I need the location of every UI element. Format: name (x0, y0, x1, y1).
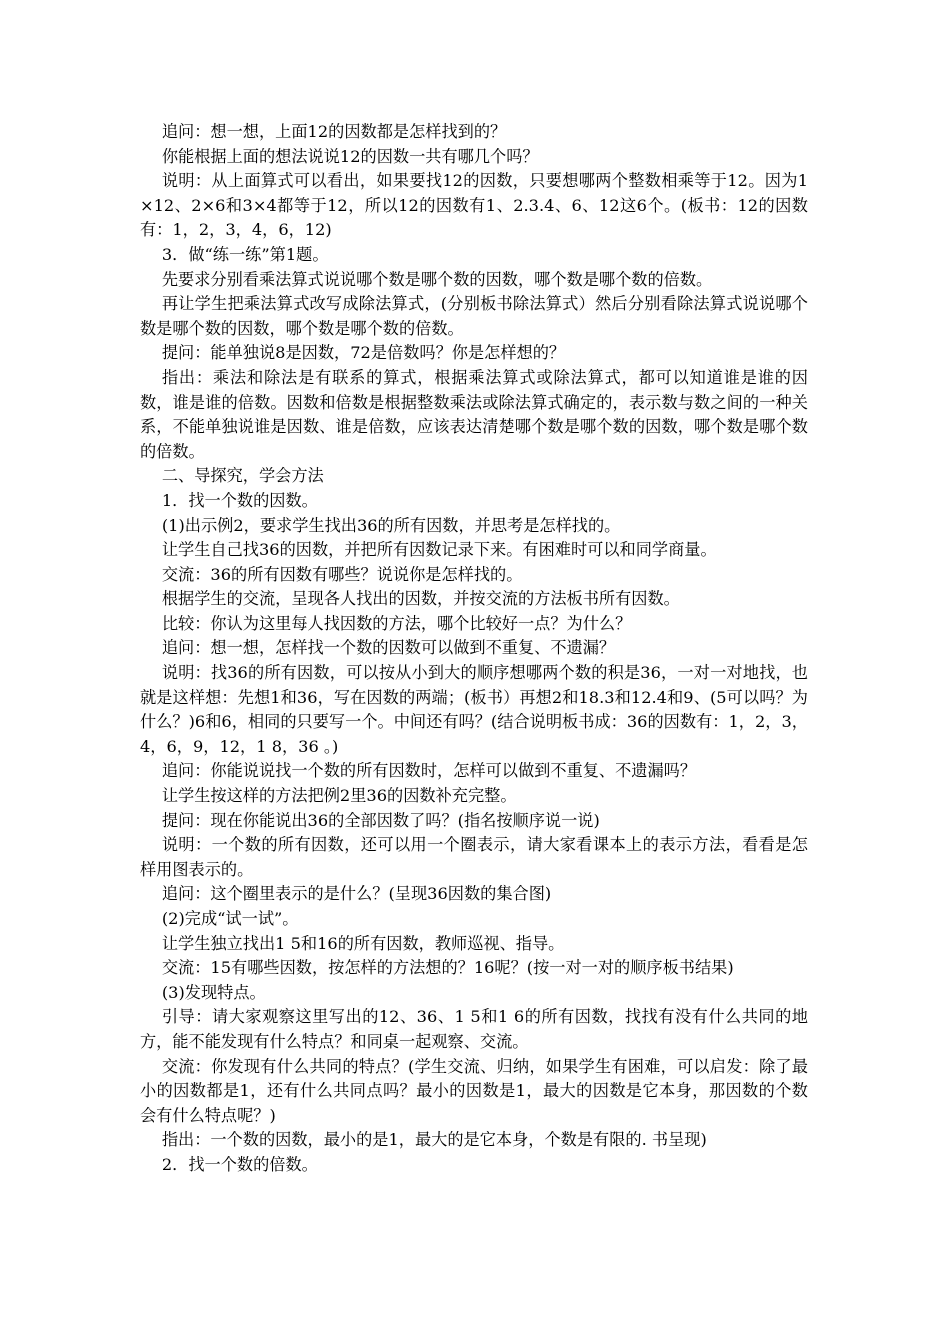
section-heading: 二、导探究，学会方法 (161, 466, 324, 486)
paragraph: 3．做“练一练”第1题。 (161, 244, 329, 264)
document-body (140, 120, 808, 1178)
paragraph: 追问：这个圈里表示的是什么？(呈现36因数的集合图) (161, 884, 552, 904)
paragraph: (3)发现特点。 (161, 982, 266, 1002)
paragraph: 提问：能单独说8是因数，72是倍数吗？你是怎样想的？ (161, 343, 566, 363)
paragraph: 2．找一个数的倍数。 (161, 1154, 318, 1174)
paragraph: 交流：36的所有因数有哪些？说说你是怎样找的。 (161, 564, 523, 584)
paragraph: 你能根据上面的想法说说12的因数一共有哪几个吗？ (161, 146, 539, 166)
paragraph: 追问：想一想，上面12的因数都是怎样找到的？ (161, 122, 507, 141)
paragraph: 提问：现在你能说出36的全部因数了吗？(指名按顺序说一说) (161, 810, 600, 830)
paragraph: 说明：一个数的所有因数，还可以用一个圈表示，请大家看课本上的表示方法，看看是怎样用图表示的。 (140, 835, 808, 879)
paragraph: 说明：找36的所有因数，可以按从小到大的顺序想哪两个数的积是36，一对一对地找，也就是这样想：先想1和36，写在因数的两端；(板书）再想2和18.3和12.4和9、(5可以吗？为什么？)6和6，相同的只要写一个。中间还有吗？(结合说明板书成：36的因数有：1，2，3，4，6，9，12，1 8，36 。) (140, 663, 808, 756)
paragraph: 让学生自己找36的因数，并把所有因数记录下来。有困难时可以和同学商量。 (161, 540, 717, 560)
paragraph: 追问：你能说说找一个数的所有因数时，怎样可以做到不重复、不遗漏吗？ (161, 761, 697, 781)
paragraph: 比较：你认为这里每人找因数的方法，哪个比较好一点？为什么？ (161, 613, 632, 633)
paragraph: 追问：想一想，怎样找一个数的因数可以做到不重复、不遗漏？ (161, 638, 616, 658)
paragraph: 指出：乘法和除法是有联系的算式，根据乘法算式或除法算式，都可以知道谁是谁的因数，谁是谁的倍数。因数和倍数是根据整数乘法或除法算式确定的，表示数与数之间的一种关系，不能单独说谁是因数、谁是倍数，应该表达清楚哪个数是哪个数的因数，哪个数是哪个数的倍数。 (140, 367, 808, 461)
paragraph: 根据学生的交流，呈现各人找出的因数，并按交流的方法板书所有因数。 (161, 589, 680, 609)
paragraph: 指出：一个数的因数，最小的是1，最大的是它本身，个数是有限的. 书呈现) (161, 1130, 707, 1150)
paragraph: 让学生独立找出1 5和16的所有因数，教师巡视、指导。 (161, 933, 565, 953)
paragraph: 交流：15有哪些因数，按怎样的方法想的？16呢？(按一对一对的顺序板书结果) (161, 958, 734, 978)
paragraph: 先要求分别看乘法算式说说哪个数是哪个数的因数，哪个数是哪个数的倍数。 (161, 269, 713, 289)
paragraph: (1)出示例2，要求学生找出36的所有因数，并思考是怎样找的。 (161, 515, 621, 535)
paragraph: 让学生按这样的方法把例2里36的因数补充完整。 (161, 786, 517, 806)
paragraph: 交流：你发现有什么共同的特点？(学生交流、归纳，如果学生有困难，可以启发：除了最小的因数都是1，还有什么共同点吗？最小的因数是1，最大的因数是它本身，那因数的个数会有什么特点呢？) (140, 1056, 808, 1125)
paragraph: (2)完成“试一试”。 (161, 909, 299, 928)
paragraph: 1．找一个数的因数。 (161, 490, 318, 510)
paragraph: 引导：请大家观察这里写出的12、36、1 5和1 6的所有因数，找找有没有什么共同的地方，能不能发现有什么特点？和同桌一起观察、交流。 (140, 1007, 808, 1051)
paragraph: 再让学生把乘法算式改写成除法算式，(分别板书除法算式）然后分别看除法算式说说哪个数是哪个数的因数，哪个数是哪个数的倍数。 (140, 294, 808, 338)
paragraph: 说明：从上面算式可以看出，如果要找12的因数，只要想哪两个整数相乘等于12。因为1×12、2×6和3×4都等于12，所以12的因数有1、2.3.4、6、12这6个。(板书：12的因数有：1，2，3，4，6，12) (140, 171, 808, 240)
